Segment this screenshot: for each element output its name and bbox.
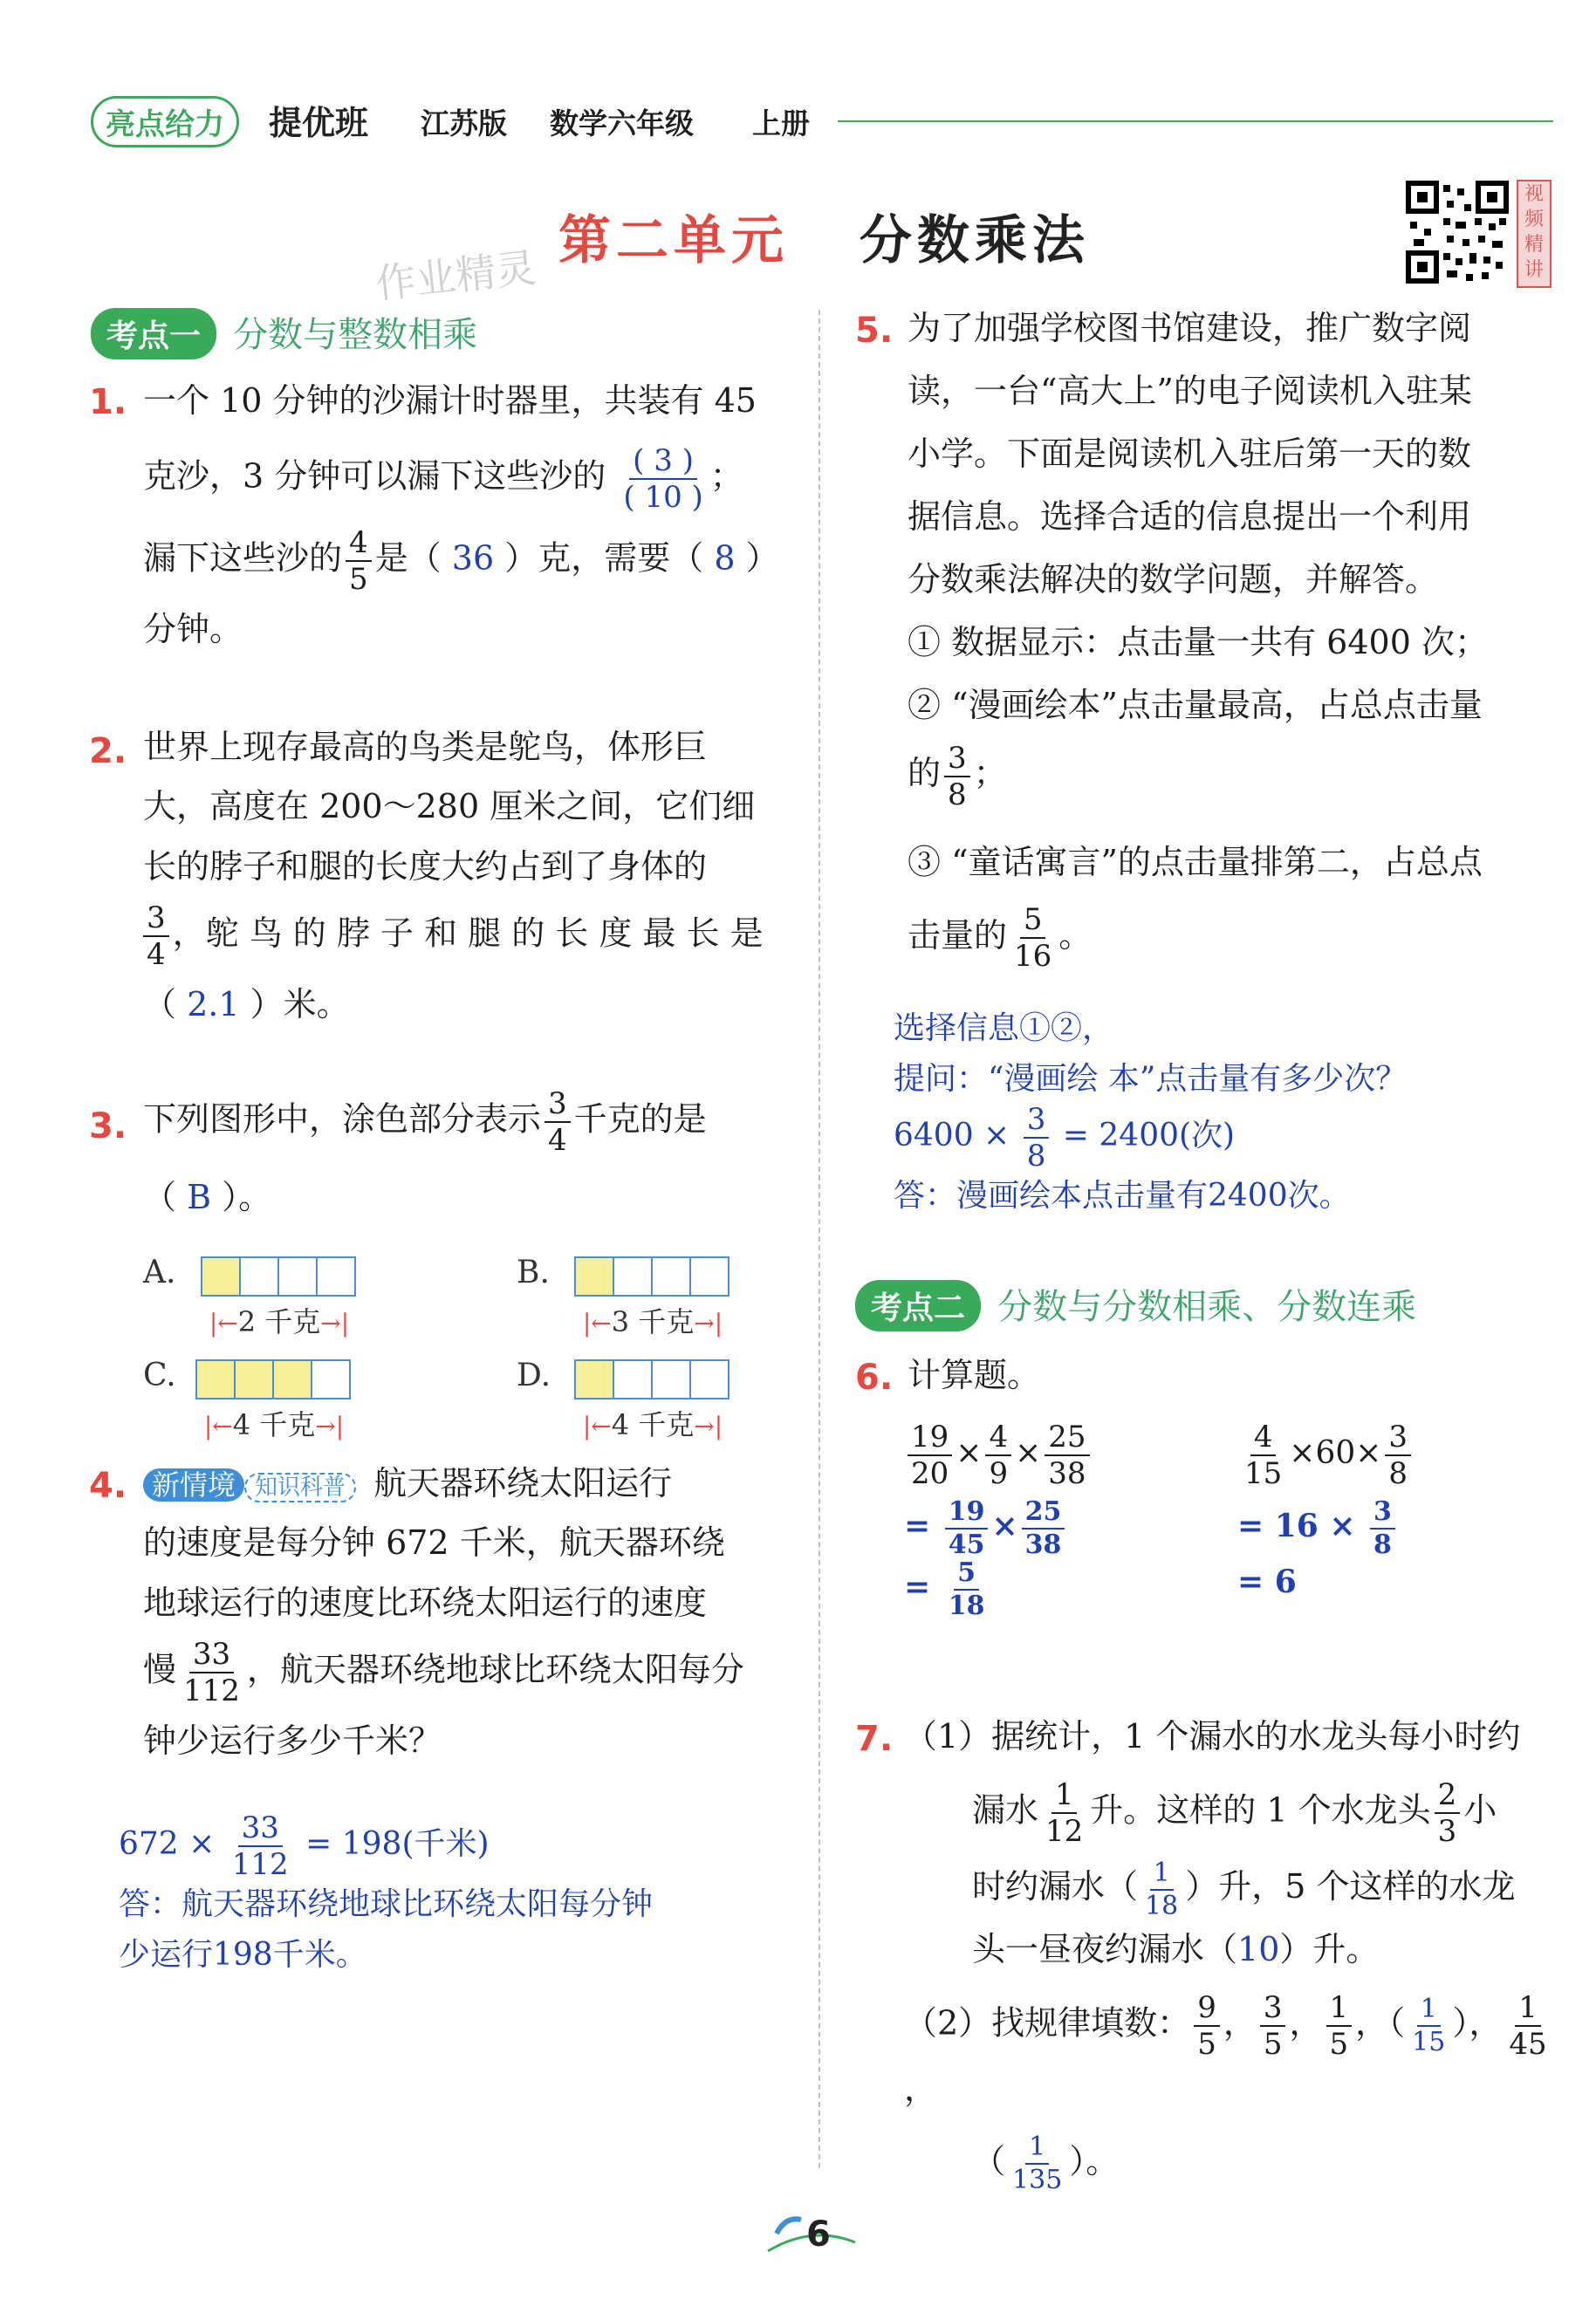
option-caption: |←4 千克→| [582,1408,723,1441]
q5-line4: 据信息。选择合适的信息提出一个利用 [908,497,1472,536]
q6-left-step2 [904,1557,1093,1621]
q7 [904,1707,1567,2196]
q1-text: 漏下这些沙的 [143,538,343,578]
q7-text: 时约漏水（ [972,1867,1139,1906]
fraction: $\frac{19}{45}$ [945,1499,989,1558]
bar-cell [311,1359,351,1400]
q5-line1: 为了加强学校图书馆建设，推广数字阅 [908,309,1472,347]
q2-text: ）米。 [250,985,350,1024]
period: 。 [1086,2141,1120,2180]
q6-right-step1 [1237,1496,1414,1560]
q1-text: ） [745,538,779,578]
q7-number: 7. [855,1719,894,1759]
q3-option-c[interactable] [143,1352,405,1448]
q5-a1: 选择信息①②， [894,1010,1114,1046]
q4-text: 航天器环绕太阳运行 [373,1464,673,1502]
eq: = [904,1508,931,1544]
bar-cell [651,1359,691,1400]
q3-text: ）。 [222,1178,272,1216]
fraction: $\frac{3}{4}$ [143,903,169,969]
comma: ， [904,2070,938,2109]
bar-cell-filled [574,1359,614,1400]
paren: ） [1069,2141,1086,2180]
bar-cell [651,1256,691,1297]
number: 60 [1315,1435,1356,1471]
science-badge: 知识科普 [244,1473,356,1502]
q2-number: 2. [89,731,127,771]
q7-text: ）升。 [1279,1929,1380,1968]
fraction: $\frac{2}{3}$ [1435,1780,1461,1846]
q7-answer: 10 [1237,1929,1280,1968]
times: × [1015,1435,1042,1471]
qr-label-char: 视 [1524,183,1544,205]
q1-number: 1. [89,382,127,422]
fraction: $\frac{3}{8}$ [1024,1105,1050,1171]
q5-a4: 答：漫画绘本点击量有2400次。 [894,1178,1351,1214]
q1-text: 克沙，3 分钟可以漏下这些沙的 [143,456,606,496]
q4-line1 [143,1454,789,1513]
eq-text: 6400 × [894,1118,1010,1153]
q7-p2 [904,1990,1567,2118]
section1-title: 分数与整数相乘 [233,315,478,355]
q2-text: （ [143,985,177,1024]
fraction: $\frac{4}{9}$ [985,1422,1011,1488]
eq-text: = 16 × [1237,1508,1356,1544]
q4-line3: 地球运行的速度比环绕太阳运行的速度 [143,1583,708,1622]
q4-solution [119,1810,654,1980]
times: × [1355,1435,1382,1471]
fraction: $\frac{4}{5}$ [346,528,372,594]
fraction: $\frac{25}{38}$ [1045,1422,1089,1488]
q5-info2: ② “漫画绘本”点击量最高，占总点击量 [908,686,1483,724]
section2-header [855,1279,1416,1331]
bar-cell [316,1256,356,1297]
q6-right-step2: = 6 [1237,1564,1297,1600]
bar-cell [613,1359,653,1400]
q4-line4 [143,1637,789,1709]
fraction: $\frac{3}{8}$ [944,743,970,810]
answer-fraction: $\frac{1}{18}$ [1145,1857,1179,1921]
q2-line5 [143,975,789,1034]
q3-answer: B [187,1178,212,1216]
q7-text: （2）找规律填数： [904,2003,1191,2043]
q3-text: （ [143,1178,177,1216]
q5 [908,297,1562,974]
q5-line2: 读，一台“高大上”的电子阅读机入驻某 [908,372,1472,410]
eq-text: = 2400(次) [1062,1118,1236,1153]
q7-text: ）升，5 个这样的水龙 [1185,1867,1516,1906]
q6-left-step1 [904,1496,1093,1560]
q2-line2: 大，高度在 200～280 厘米之间，它们细 [143,787,756,826]
q7-p2b [904,2132,1567,2194]
q6-left-expr [904,1420,1093,1491]
bar-cell-filled [201,1256,241,1297]
eq-text: = 198(千米) [305,1826,490,1862]
q3-option-a[interactable] [143,1249,405,1345]
q6-number: 6. [855,1358,894,1398]
comma: ， [1469,2003,1503,2043]
fraction: $\frac{3}{5}$ [1260,1993,1286,2059]
option-label: C. [143,1358,176,1393]
comma: ， [1223,2003,1257,2043]
page-number-text: 6 [806,2214,831,2255]
q2-text: ，鸵 鸟 的 脖 子 和 腿 的 长 度 最 长 是 [172,914,764,953]
q2-answer: 2.1 [187,985,240,1024]
q5-info2b [908,742,1562,810]
option-bar [574,1256,728,1297]
fraction: $\frac{3}{4}$ [545,1089,571,1155]
section1-header [91,307,477,359]
q4-number: 4. [89,1466,127,1506]
option-caption: |←3 千克→| [582,1305,723,1338]
qr-icon [1405,180,1510,284]
new-context-badge: 新情境 [143,1468,244,1502]
unit-title [558,199,1090,274]
q4-line5: 钟少运行多少千米？ [143,1721,442,1761]
qr-code[interactable] [1405,180,1510,284]
qr-label-char: 精 [1524,234,1544,256]
option-label: A. [143,1255,176,1290]
q3-line2 [143,1167,789,1227]
brand-name: 提优班 [269,104,369,142]
q5-a2: 提问：“漫画绘 本”点击量有多少次？ [894,1061,1408,1097]
subject: 数学六年级 [550,106,694,140]
answer-fraction: $\frac{1}{135}$ [1012,2132,1063,2196]
q7-text: 头一昼夜约漏水（ [972,1929,1238,1968]
frac-den: 10 [644,480,682,516]
q1-line3 [143,525,789,598]
watermark: 作业精灵 [373,243,538,308]
header-rule [838,120,1553,122]
fraction: $\frac{33}{112}$ [183,1637,240,1709]
fraction: $\frac{19}{20}$ [908,1422,952,1488]
section2-tag: 考点二 [855,1280,981,1331]
fraction: $\frac{1}{45}$ [1509,1990,1547,2063]
q7-p1d [904,1920,1567,1979]
q1-answer: 8 [714,538,736,578]
unit-topic: 分数乘法 [859,210,1090,271]
bar-cell-filled [195,1359,236,1400]
q4-answer-line2: 少运行198千米。 [119,1936,367,1973]
bar-cell [689,1256,730,1297]
paren: ） [1452,2003,1469,2043]
q5-info3b [908,904,1562,972]
q6-left [904,1422,1093,1619]
times: × [991,1508,1018,1544]
q7-p1c [904,1857,1567,1920]
section2-title: 分数与分数相乘、分数连乘 [997,1287,1417,1327]
q4-answer-line1: 答：航天器环绕地球比环绕太阳每分钟 [119,1886,654,1922]
q1-answer: 36 [451,538,495,578]
q2-line1: 世界上现存最高的鸟类是鸵鸟，体形巨 [143,728,708,766]
qr-label-char: 讲 [1524,259,1544,281]
fraction: $\frac{33}{112}$ [231,1810,289,1882]
option-bar [201,1256,354,1297]
bar-cell [689,1359,730,1400]
paren: （ [1388,2003,1406,2043]
bar-cell-filled [234,1359,274,1400]
qr-label-char: 频 [1524,209,1544,230]
q4-line2: 的速度是每分钟 672 千米，航天器环绕 [143,1523,725,1563]
comma: ， [1355,2003,1389,2043]
q1 [143,371,789,660]
q3-number: 3. [89,1106,127,1146]
q2-line4 [143,900,789,973]
q3-text: 千克的是 [573,1099,707,1139]
q1-answer-fraction: $\frac{( 3 )}{( 10 )}$ [623,443,703,516]
times: × [1289,1435,1316,1471]
fraction: $\frac{4}{15}$ [1244,1420,1283,1491]
edition: 江苏版 [421,106,507,140]
option-label: B. [517,1255,550,1290]
fraction: $\frac{25}{38}$ [1022,1499,1065,1558]
q6-right [1237,1422,1414,1600]
q5-solution [894,1003,1407,1222]
unit-number: 第二单元 [558,210,789,271]
qr-label [1517,180,1551,288]
q3-text: 下列图形中，涂色部分表示 [143,1099,542,1139]
fraction: $\frac{5}{16}$ [1014,902,1052,974]
comma: ， [1289,2003,1323,2043]
fraction: $\frac{1}{5}$ [1326,1993,1353,2059]
q6-right-expr [1237,1420,1414,1491]
bar-cell [613,1256,653,1297]
volume: 上册 [752,106,810,140]
option-label: D. [517,1358,551,1393]
option-caption: |←4 千克→| [203,1408,345,1441]
q3-line1 [143,1086,789,1158]
q5-line5: 分数乘法解决的数学问题，并解答。 [908,560,1439,599]
bar-cell-filled [272,1359,312,1400]
q3 [143,1086,789,1227]
eq: = [904,1569,931,1605]
answer-fraction: $\frac{1}{15}$ [1412,1994,1446,2058]
q7-text: 小 [1463,1790,1497,1830]
q1-line4: 分钟。 [143,610,243,649]
q3-option-b[interactable] [517,1249,778,1345]
q5-line3: 小学。下面是阅读机入驻后第一天的数 [908,435,1472,473]
q4 [143,1454,789,1771]
eq-text: 672 × [119,1826,216,1862]
q5-text: 击量的 [908,915,1008,955]
q3-option-d[interactable] [517,1352,778,1448]
page-number [759,2207,864,2260]
fraction: $\frac{9}{5}$ [1194,1993,1220,2059]
header [91,94,1557,147]
q6-title: 计算题。 [908,1356,1041,1394]
fraction: $\frac{5}{18}$ [948,1557,985,1621]
bar-cell-filled [574,1256,614,1297]
times: × [956,1435,983,1471]
q4-equation [119,1810,653,1882]
q5-number: 5. [855,311,894,351]
q1-line1: 一个 10 分钟的沙漏计时器里，共装有 45 [143,381,757,420]
q7-text: 升。这样的 1 个水龙头 [1090,1790,1431,1830]
q5-info1: ① 数据显示：点击量一共有 6400 次； [908,623,1488,661]
bar-cell [277,1256,318,1297]
q5-a3 [894,1102,1407,1174]
q1-line2 [143,443,789,516]
option-caption: |←2 千克→| [209,1305,350,1338]
fraction: $\frac{3}{8}$ [1385,1422,1411,1488]
q7-p1b [904,1777,1567,1850]
q5-text: 。 [1058,915,1093,955]
bar-cell [239,1256,279,1297]
frac-num: 3 [654,443,673,479]
option-bar [195,1359,349,1400]
option-bar [574,1359,728,1400]
q5-text: ； [973,754,1007,792]
q5-text: 的 [908,754,942,792]
q2 [143,717,789,1035]
q1-text: 是（ [374,538,442,578]
q7-text: 漏水 [972,1790,1039,1830]
q1-text: ）克，需要（ [504,538,704,578]
paren: （ [972,2141,1006,2180]
q4-text: 慢 [143,1650,177,1689]
brand-badge: 亮点给力 [91,96,239,147]
fraction: $\frac{3}{8}$ [1370,1499,1395,1558]
q1-text: ； [709,456,743,496]
q2-line3: 长的脖子和腿的长度大约占到了身体的 [143,846,708,886]
column-divider [819,310,820,2168]
fraction: $\frac{1}{12}$ [1045,1777,1084,1850]
section1-tag: 考点一 [91,308,216,359]
q7-p1a: （1）据统计，1 个漏水的水龙头每小时约 [904,1717,1521,1755]
q5-info3: ③ “童话寓言”的点击量排第二，占总点 [908,842,1483,881]
q4-text: ，航天器环绕地球比环绕太阳每分 [246,1650,744,1689]
